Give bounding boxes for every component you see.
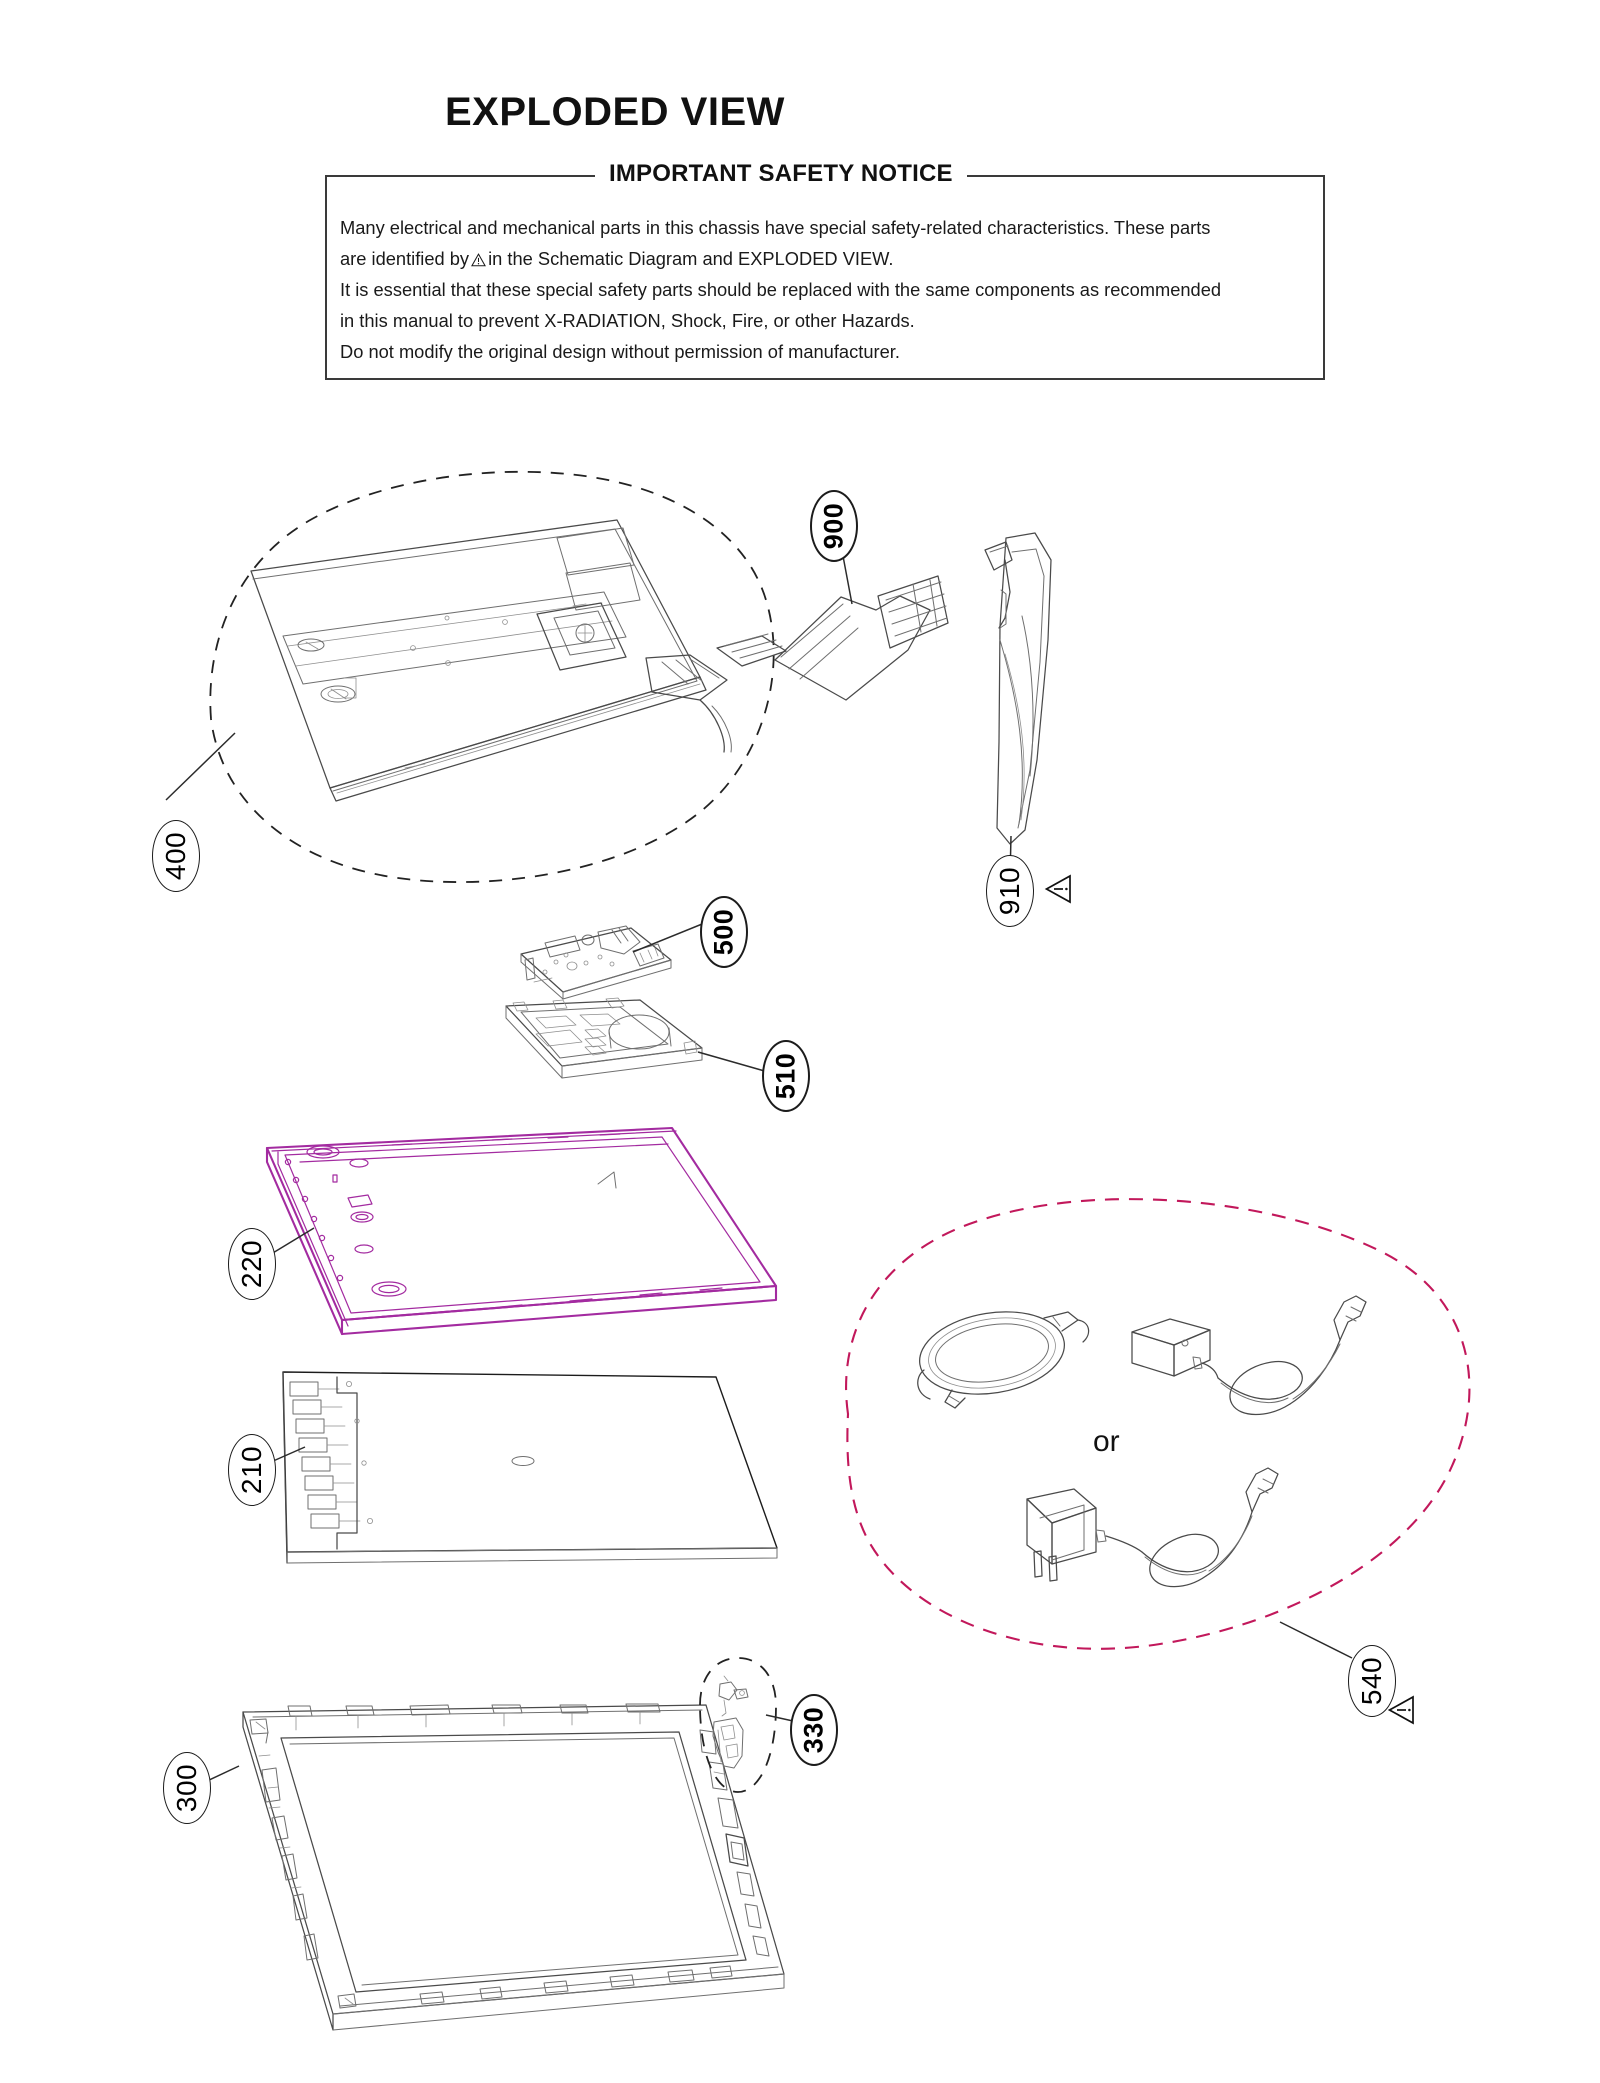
accessory-set-group [846, 1199, 1469, 1658]
callout-510[interactable]: 510 [762, 1040, 810, 1112]
main-pcb-group [521, 920, 712, 999]
safety-warning-triangle-910-icon [1042, 872, 1076, 906]
safety-warning-triangle-540-icon [1385, 1693, 1419, 1727]
callout-220[interactable]: 220 [228, 1228, 276, 1300]
backlight-panel-group [255, 1372, 777, 1563]
page-title: EXPLODED VIEW [445, 90, 785, 134]
callout-400[interactable]: 400 [152, 820, 200, 892]
notice-line-1: Many electrical and mechanical parts in this chassis have special safety-related characteristics. These parts [340, 217, 1211, 238]
callout-500[interactable]: 500 [700, 896, 748, 968]
warning-triangle-icon [471, 253, 486, 267]
notice-line-2-part-b: in the Schematic Diagram and EXPLODED VIEW. [488, 248, 894, 269]
safety-notice-text [340, 212, 1315, 367]
ac-adapter-brick [1132, 1296, 1366, 1415]
pcb-shield-group [506, 998, 768, 1078]
accessory-or-label: or [1093, 1425, 1120, 1458]
notice-line-4: in this manual to prevent X-RADIATION, Shock, Fire, or other Hazards. [340, 310, 915, 331]
callout-330[interactable]: 330 [790, 1694, 838, 1766]
cable-harness-group [775, 540, 948, 700]
callout-540[interactable]: 540 [1348, 1645, 1396, 1717]
front-bezel-group [190, 1704, 784, 2030]
callout-910[interactable]: 910 [986, 855, 1034, 927]
notice-line-2-part-a: are identified by [340, 248, 470, 269]
notice-line-3: It is essential that these special safety parts should be replaced with the same components as recommended [340, 279, 1222, 300]
rear-cover-group [258, 1128, 776, 1334]
safety-notice-legend: IMPORTANT SAFETY NOTICE [595, 160, 967, 188]
wall-plug-adapter [1027, 1468, 1278, 1587]
notice-line-2 [340, 243, 1315, 274]
stand-body-group [985, 533, 1051, 878]
callout-210[interactable]: 210 [228, 1434, 276, 1506]
power-cord-coil [914, 1302, 1089, 1408]
notice-line-5: Do not modify the original design without permission of manufacturer. [340, 341, 900, 362]
callout-300[interactable]: 300 [163, 1752, 211, 1824]
callout-900[interactable]: 900 [810, 490, 858, 562]
monitor-assembly-group [166, 472, 786, 882]
